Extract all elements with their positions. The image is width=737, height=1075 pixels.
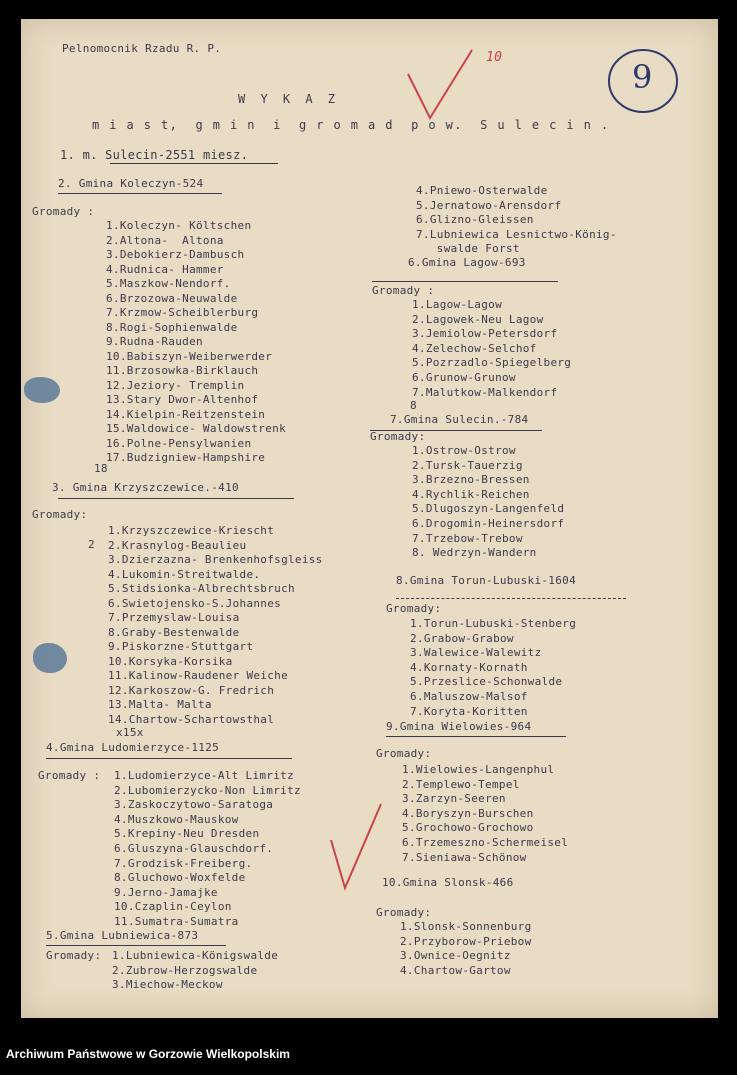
list-item: 5.Przeslice-Schonwalde: [410, 675, 563, 689]
list-item: 3.Miechow-Meckow: [112, 978, 223, 991]
list-item: 10.Korsyka-Korsika: [108, 654, 233, 668]
list-item: 2.Tursk-Tauerzig: [412, 458, 523, 472]
underline: [396, 598, 626, 599]
struck-entry: 18: [94, 462, 108, 475]
list-item: 11.Sumatra-Sumatra: [114, 915, 239, 928]
list-item: 4.Boryszyn-Burschen: [402, 806, 534, 820]
list-item: 10.Czaplin-Ceylon: [114, 900, 232, 914]
list-item: 3.Brzezno-Bressen: [412, 473, 530, 487]
list-item: 15.Waldowice- Waldowstrenk: [106, 422, 286, 435]
gmina-heading: 10.Gmina Slonsk-466: [382, 876, 514, 889]
gmina-heading: 6.Gmina Lagow-693: [408, 256, 526, 269]
list-item: 7.Koryta-Koritten: [410, 704, 528, 718]
list-item: 7.Malutkow-Malkendorf: [412, 385, 558, 399]
list-item: 3.Zarzyn-Seeren: [402, 792, 506, 806]
list-item: 6.Grunow-Grunow: [412, 371, 516, 384]
list-item: 5.Maszkow-Nendorf.: [106, 277, 231, 290]
list-item: 4.Zelechow-Selchof: [412, 341, 537, 355]
list-item: 6.Maluszow-Malsof: [410, 690, 528, 703]
list-item: 1.Ludomierzyce-Alt Limritz: [114, 769, 294, 782]
list-item: 11.Kalinow-Raudener Weiche: [108, 669, 288, 682]
list-item: 2.Altona- Altona: [106, 233, 224, 247]
ink-stain: [24, 377, 60, 403]
list-item: 3.Zaskoczytowo-Saratoga: [114, 798, 274, 812]
list-item: 9.Rudna-Rauden: [106, 335, 203, 348]
city-entry: 1. m. Sulecin-2551 miesz.: [60, 148, 249, 162]
list-item: 6.Trzemeszno-Schermeisel: [402, 836, 569, 849]
list-item: 1.Torun-Lubuski-Stenberg: [410, 617, 577, 630]
list-item: 7.Lubniewica Lesnictwo-König-: [416, 227, 617, 241]
gromady-label: Gromady:: [32, 508, 88, 521]
list-item: 3.Dzierzazna- Brenkenhofsgleiss: [108, 553, 323, 566]
list-item: 2.Templewo-Tempel: [402, 777, 520, 791]
list-item: 17.Budzigniew-Hampshire: [106, 451, 266, 464]
list-item: 7.Sieniawa-Schönow: [402, 850, 527, 864]
list-item: 11.Brzosowka-Birklauch: [106, 364, 259, 377]
list-item: 6.Drogomin-Heinersdorf: [412, 517, 565, 530]
list-item: 12.Karkoszow-G. Fredrich: [108, 683, 275, 697]
pencil-annotation: 10: [486, 50, 503, 65]
gmina-heading: 9.Gmina Wielowies-964: [386, 720, 532, 733]
list-item: 6.Gluszyna-Glauschdorf.: [114, 842, 274, 855]
list-item: 12.Jeziory- Tremplin: [106, 378, 245, 392]
list-item: 7.Grodzisk-Freiberg.: [114, 856, 253, 870]
list-item: 9.Jerno-Jamajke: [114, 885, 218, 899]
underline: [46, 945, 226, 946]
gromady-label: Gromady :: [372, 284, 435, 297]
document-subtitle: m i a s t, g m i n i g r o m a d p o w. S u l e c i n .: [92, 118, 610, 132]
list-item: 2.Krasnylog-Beaulieu: [108, 538, 247, 552]
list-item: 4.Kornaty-Kornath: [410, 660, 528, 674]
document-title: W Y K A Z: [238, 92, 340, 106]
list-item: 3.Walewice-Walewitz: [410, 646, 542, 660]
gromady-label: Gromady:: [386, 602, 442, 615]
list-item: 3.Jemiolow-Petersdorf: [412, 327, 558, 341]
list-item: 5.Jernatowo-Arensdorf: [416, 198, 562, 212]
list-item: 1.Koleczyn- Költschen: [106, 219, 252, 232]
struck-entry: x15x: [116, 726, 144, 739]
gromady-label: Gromady:: [376, 906, 432, 919]
list-item: 1.Lubniewica-Königswalde: [112, 949, 279, 962]
gmina-heading: 4.Gmina Ludomierzyce-1125: [46, 741, 220, 754]
pencil-checkmark-top: [400, 44, 480, 124]
list-item: 1.Wielowies-Langenphul: [402, 763, 555, 776]
gmina-heading: 3. Gmina Krzyszczewice.-410: [52, 481, 239, 494]
list-item: swalde Forst: [416, 242, 520, 255]
list-item: 7.Przemyslaw-Louisa: [108, 611, 240, 624]
list-item: 6.Brzozowa-Neuwalde: [106, 291, 238, 305]
struck-entry: 2: [88, 538, 95, 551]
list-item: 4.Pniewo-Osterwalde: [416, 184, 548, 197]
underline: [58, 498, 294, 499]
list-item: 2.Grabow-Grabow: [410, 631, 514, 645]
gromady-label: Gromady:: [46, 949, 102, 962]
list-item: 8.Graby-Bestenwalde: [108, 625, 240, 639]
underline: [372, 281, 558, 282]
gmina-heading: 2. Gmina Koleczyn-524: [58, 177, 204, 190]
list-item: 4.Rychlik-Reichen: [412, 487, 530, 501]
gmina-heading: 8.Gmina Torun-Lubuski-1604: [396, 574, 576, 587]
list-item: 6.Swietojensko-S.Johannes: [108, 596, 282, 610]
list-item: 2.Lubomierzycko-Non Limritz: [114, 783, 301, 797]
list-item: 13.Stary Dwor-Altenhof: [106, 393, 259, 406]
list-item: 1.Lagow-Lagow: [412, 298, 502, 311]
list-item: 1.Krzyszczewice-Kriescht: [108, 524, 275, 537]
underline: [46, 758, 292, 759]
list-item: 7.Krzmow-Scheiblerburg: [106, 306, 259, 319]
list-item: 7.Trzebow-Trebow: [412, 531, 523, 545]
list-item: 8.Gluchowo-Woxfelde: [114, 871, 246, 885]
list-item: 9.Piskorzne-Stuttgart: [108, 640, 254, 653]
list-item: 2.Zubrow-Herzogswalde: [112, 963, 258, 977]
list-item: 16.Polne-Pensylwanien: [106, 436, 252, 450]
list-item: 3.Debokierz-Dambusch: [106, 248, 245, 261]
underline: [110, 163, 278, 164]
gmina-heading: 7.Gmina Sulecin.-784: [390, 413, 529, 426]
list-item: 1.Ostrow-Ostrow: [412, 444, 516, 457]
authority-line: Pelnomocnik Rzadu R. P.: [62, 42, 222, 55]
list-item: 5.Dlugoszyn-Langenfeld: [412, 502, 565, 516]
list-item: 4.Lukomin-Streitwalde.: [108, 567, 261, 581]
list-item: 2.Przyborow-Priebow: [400, 934, 532, 948]
list-item: 10.Babiszyn-Weiberwerder: [106, 349, 273, 363]
gmina-heading: 5.Gmina Lubniewica-873: [46, 929, 199, 942]
list-item: 8. Wedrzyn-Wandern: [412, 546, 537, 560]
ink-stain: [33, 643, 67, 673]
list-item: 14.Chartow-Schartowsthal: [108, 712, 275, 726]
pencil-checkmark-bottom: [325, 800, 385, 895]
list-item: 5.Stidsionka-Albrechtsbruch: [108, 582, 295, 595]
gromady-label: Gromady :: [32, 205, 95, 218]
gromady-label: Gromady:: [376, 747, 432, 760]
gromady-label: Gromady :: [38, 769, 101, 782]
list-item: 14.Kielpin-Reitzenstein: [106, 407, 266, 421]
list-item: 5.Krepiny-Neu Dresden: [114, 827, 260, 841]
archive-footer: Archiwum Państwowe w Gorzowie Wielkopolskim: [6, 1047, 290, 1061]
list-item: 4.Muszkowo-Mauskow: [114, 812, 239, 826]
list-item: 2.Lagowek-Neu Lagow: [412, 312, 544, 326]
struck-entry: 8: [410, 399, 417, 412]
underline: [386, 736, 566, 737]
underline: [58, 193, 222, 194]
list-item: 4.Rudnica- Hammer: [106, 262, 224, 276]
page-number: 9: [632, 58, 653, 96]
list-item: 13.Malta- Malta: [108, 698, 212, 711]
list-item: 5.Pozrzadlo-Spiegelberg: [412, 356, 572, 370]
list-item: 1.Slonsk-Sonnenburg: [400, 920, 532, 933]
list-item: 5.Grochowo-Grochowo: [402, 821, 534, 835]
list-item: 3.Ownice-Oegnitz: [400, 949, 511, 963]
list-item: 8.Rogi-Sophienwalde: [106, 320, 238, 334]
list-item: 6.Glizno-Gleissen: [416, 213, 534, 226]
list-item: 4.Chartow-Gartow: [400, 963, 511, 977]
gromady-label: Gromady:: [370, 430, 426, 443]
